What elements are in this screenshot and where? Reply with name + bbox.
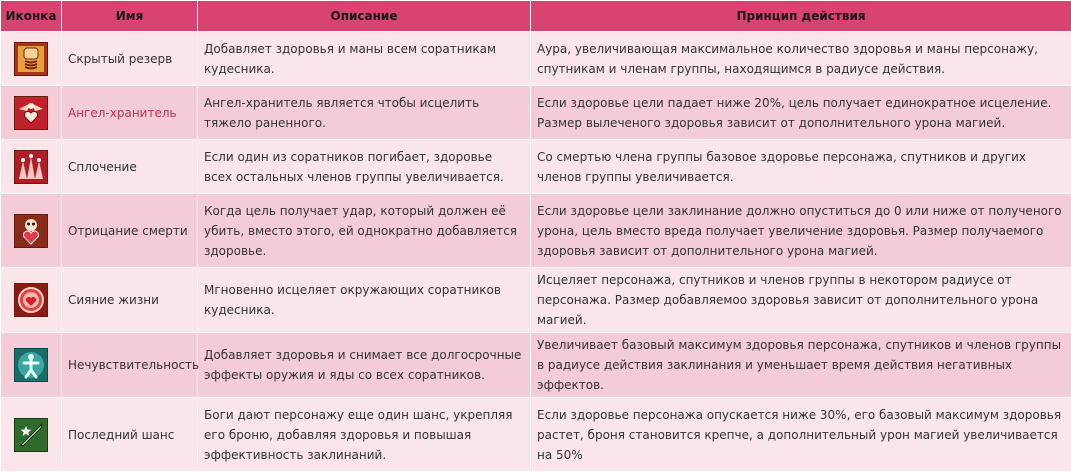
table-row xyxy=(1,86,1071,140)
star-sword-icon xyxy=(14,418,48,452)
skill-principle: Если здоровье цели заклинание должно опуститься до 0 или ниже от полученого урона, цель вместо вреда получает увеличение здоровья. Размер получаемого здоровья зависит от дополнительного урона магией. xyxy=(531,194,1071,268)
glowing-figure-icon xyxy=(14,348,48,382)
skill-description: Когда цель получает удар, который должен её убить, вместо этого, ей однократно добавляется здоровье. xyxy=(198,194,531,268)
skill-principle: Увеличивает базовый максимум здоровья персонажа, спутников и членов группы в радиусе действия заклинания и уменьшает время действия негативных эффектов. xyxy=(531,333,1071,398)
table-row xyxy=(1,140,1071,194)
skill-description: Ангел-хранитель является чтобы исцелить тяжело раненного. xyxy=(198,86,531,140)
skill-name[interactable]: Отрицание смерти xyxy=(62,194,198,268)
table-row xyxy=(1,333,1071,398)
icon-cell xyxy=(1,194,62,268)
skill-description: Если один из соратников погибает, здоровье всех остальных членов группы увеличивается. xyxy=(198,140,531,194)
table-row xyxy=(1,194,1071,268)
icon-cell xyxy=(1,32,62,86)
skill-name[interactable]: Ангел-хранитель xyxy=(62,86,198,140)
skill-description: Добавляет здоровья и маны всем соратникам кудесника. xyxy=(198,32,531,86)
skill-principle: Если здоровье цели падает ниже 20%, цель получает единократное исцеление. Размер вылеченого здоровья зависит от дополнительного урона магией. xyxy=(531,86,1071,140)
icon-cell xyxy=(1,268,62,333)
icon-cell xyxy=(1,86,62,140)
header-description[interactable]: Описание xyxy=(198,1,531,32)
skill-principle: Если здоровье персонажа опускается ниже 30%, его базовый максимум здоровья растет, броня становится крепче, а дополнительный урон магией увеличивается на 50% xyxy=(531,398,1071,472)
table-row xyxy=(1,268,1071,333)
header-row xyxy=(1,1,1071,32)
skill-principle: Аура, увеличивающая максимальное количество здоровья и маны персонажу, спутникам и членам группы, находящимся в радиусе действия. xyxy=(531,32,1071,86)
skill-name[interactable]: Нечувствительность xyxy=(62,333,198,398)
skill-name[interactable]: Сияние жизни xyxy=(62,268,198,333)
skill-principle: Исцеляет персонажа, спутников и членов группы в некотором радиусе от персонажа. Размер добавляемоо здоровья зависит от дополнительного урона магией. xyxy=(531,268,1071,333)
skill-principle: Со смертью члена группы базовое здоровье персонажа, спутников и других членов группы увеличивается. xyxy=(531,140,1071,194)
header-name[interactable]: Имя xyxy=(62,1,198,32)
skill-name[interactable]: Скрытый резерв xyxy=(62,32,198,86)
icon-cell xyxy=(1,140,62,194)
icon-cell xyxy=(1,333,62,398)
skill-description: Добавляет здоровья и снимает все долгосрочные эффекты оружия и яды со всех соратников. xyxy=(198,333,531,398)
radiant-heart-icon xyxy=(14,283,48,317)
header-principle[interactable]: Принцип действия xyxy=(531,1,1071,32)
skill-name[interactable]: Последний шанс xyxy=(62,398,198,472)
fist-spring-icon xyxy=(14,42,48,76)
table-row xyxy=(1,398,1071,472)
skull-heart-icon xyxy=(14,214,48,248)
header-icon[interactable]: Иконка xyxy=(1,1,62,32)
skill-description: Боги дают персонажу еще один шанс, укрепляя его броню, добавляя здоровья и повышая эффективность заклинаний. xyxy=(198,398,531,472)
table-row xyxy=(1,32,1071,86)
rally-icon xyxy=(14,150,48,184)
skill-name[interactable]: Сплочение xyxy=(62,140,198,194)
icon-cell xyxy=(1,398,62,472)
guardian-angel-icon xyxy=(14,96,48,130)
skill-description: Мгновенно исцеляет окружающих соратников кудесника. xyxy=(198,268,531,333)
